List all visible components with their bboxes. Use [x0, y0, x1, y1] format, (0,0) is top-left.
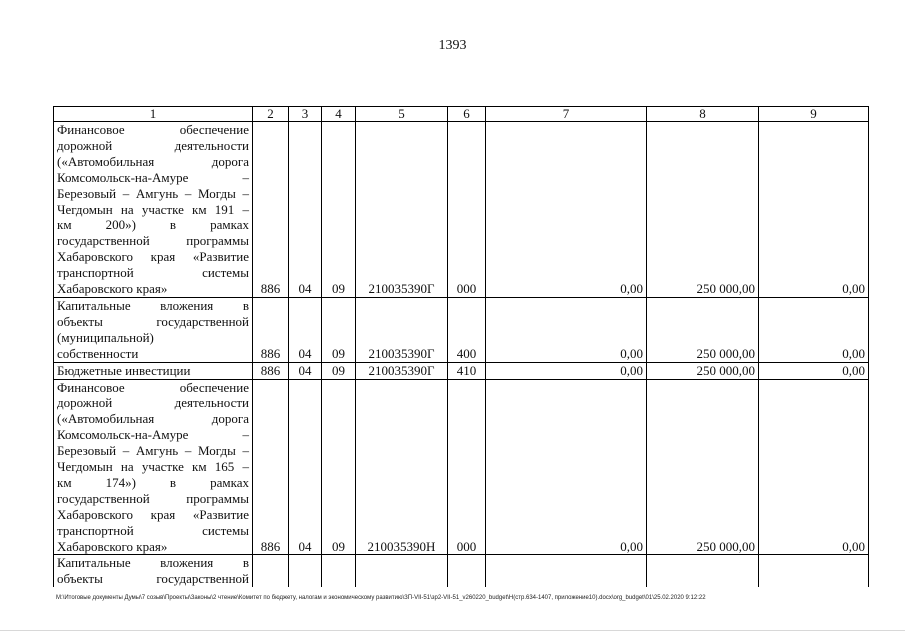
- cell-c5: 210035390Г: [356, 362, 448, 379]
- column-header: 6: [448, 107, 486, 122]
- description-line: собственности: [57, 345, 139, 361]
- cell-c7: 0,00: [486, 297, 647, 362]
- description-line: км 174») в рамках: [57, 474, 249, 490]
- cell-c3: 04: [289, 297, 322, 362]
- cell-c7: 0,00: [486, 122, 647, 298]
- cell-c6: 000: [448, 122, 486, 298]
- column-header: 4: [322, 107, 356, 122]
- column-header: 1: [54, 107, 253, 122]
- table-header-row: [54, 107, 869, 122]
- table-row: [54, 297, 869, 362]
- description-line: км 200») в рамках: [57, 217, 249, 233]
- column-header: 2: [253, 107, 289, 122]
- description-line: Хабаровского края»: [57, 281, 168, 297]
- column-header: 8: [647, 107, 759, 122]
- description-line: Бюджетные инвестиции: [57, 362, 191, 378]
- description-line: Хабаровского края «Развитие: [57, 506, 249, 522]
- cell-c2: [253, 555, 289, 587]
- description-line: Комсомольск-на-Амуре –: [57, 169, 249, 185]
- cell-c5: [356, 555, 448, 587]
- description-line: государственной программы: [57, 233, 249, 249]
- row-description: [54, 297, 253, 362]
- description-line: транспортной системы: [57, 265, 249, 281]
- row-description: [54, 362, 253, 379]
- table-row: [54, 379, 869, 555]
- cell-c7: 0,00: [486, 379, 647, 555]
- cell-c8: 250 000,00: [647, 379, 759, 555]
- cell-c2: 886: [253, 122, 289, 298]
- cell-c6: 410: [448, 362, 486, 379]
- file-path-footer: М:\Итоговые документы Думы\7 созыв\Проекты\Законы\2 чтение\Комитет по бюджету, налогам и экономическому развитию\ЗП-VII-51\зр2-VII-51_v260220_budget\Н(стр.634-1407, приложение10).docx\org_budget\01\25.02.2020 9:12:22: [56, 595, 706, 601]
- cell-c2: 886: [253, 297, 289, 362]
- cell-c4: 09: [322, 362, 356, 379]
- cell-c9: 0,00: [759, 122, 869, 298]
- cell-c8: 250 000,00: [647, 122, 759, 298]
- cell-c5: 210035390Н: [356, 379, 448, 555]
- row-description: [54, 555, 253, 587]
- table-row: [54, 555, 869, 587]
- cell-c9: 0,00: [759, 297, 869, 362]
- cell-c3: 04: [289, 122, 322, 298]
- description-line: («Автомобильная дорога: [57, 153, 249, 169]
- description-line: объекты государственной: [57, 313, 249, 329]
- cell-c5: 210035390Г: [356, 297, 448, 362]
- budget-table: [53, 106, 869, 587]
- cell-c6: 000: [448, 379, 486, 555]
- cell-c6: [448, 555, 486, 587]
- description-line: транспортной системы: [57, 522, 249, 538]
- cell-c7: 0,00: [486, 362, 647, 379]
- cell-c7: [486, 555, 647, 587]
- cell-c2: 886: [253, 379, 289, 555]
- cell-c2: 886: [253, 362, 289, 379]
- cell-c3: 04: [289, 362, 322, 379]
- row-description: [54, 122, 253, 298]
- description-line: Хабаровского края»: [57, 538, 168, 554]
- description-line: объекты государственной: [57, 571, 249, 587]
- scan-edge-line: [0, 630, 905, 631]
- cell-c5: 210035390Г: [356, 122, 448, 298]
- cell-c9: 0,00: [759, 362, 869, 379]
- cell-c6: 400: [448, 297, 486, 362]
- cell-c9: 0,00: [759, 379, 869, 555]
- description-line: Капитальные вложения в: [57, 555, 249, 571]
- column-header: 3: [289, 107, 322, 122]
- description-line: Березовый – Амгунь – Могды –: [57, 443, 249, 459]
- description-line: Комсомольск-на-Амуре –: [57, 427, 249, 443]
- description-line: дорожной деятельности: [57, 395, 249, 411]
- table-row: [54, 362, 869, 379]
- cell-c4: 09: [322, 122, 356, 298]
- column-header: 9: [759, 107, 869, 122]
- cell-c4: 09: [322, 379, 356, 555]
- column-header: 7: [486, 107, 647, 122]
- description-line: (муниципальной): [57, 329, 154, 345]
- description-line: Березовый – Амгунь – Могды –: [57, 185, 249, 201]
- cell-c8: 250 000,00: [647, 297, 759, 362]
- cell-c8: 250 000,00: [647, 362, 759, 379]
- cell-c4: 09: [322, 297, 356, 362]
- description-line: Хабаровского края «Развитие: [57, 249, 249, 265]
- description-line: дорожной деятельности: [57, 137, 249, 153]
- cell-c3: 04: [289, 379, 322, 555]
- description-line: Чегдомын на участке км 191 –: [57, 201, 249, 217]
- description-line: Чегдомын на участке км 165 –: [57, 459, 249, 475]
- description-line: («Автомобильная дорога: [57, 411, 249, 427]
- cell-c3: [289, 555, 322, 587]
- description-line: государственной программы: [57, 490, 249, 506]
- cell-c4: [322, 555, 356, 587]
- description-line: Капитальные вложения в: [57, 297, 249, 313]
- description-line: Финансовое обеспечение: [57, 122, 249, 137]
- cell-c9: [759, 555, 869, 587]
- table-row: [54, 122, 869, 298]
- cell-c8: [647, 555, 759, 587]
- column-header: 5: [356, 107, 448, 122]
- row-description: [54, 379, 253, 555]
- description-line: Финансовое обеспечение: [57, 379, 249, 395]
- page-number: 1393: [438, 38, 467, 53]
